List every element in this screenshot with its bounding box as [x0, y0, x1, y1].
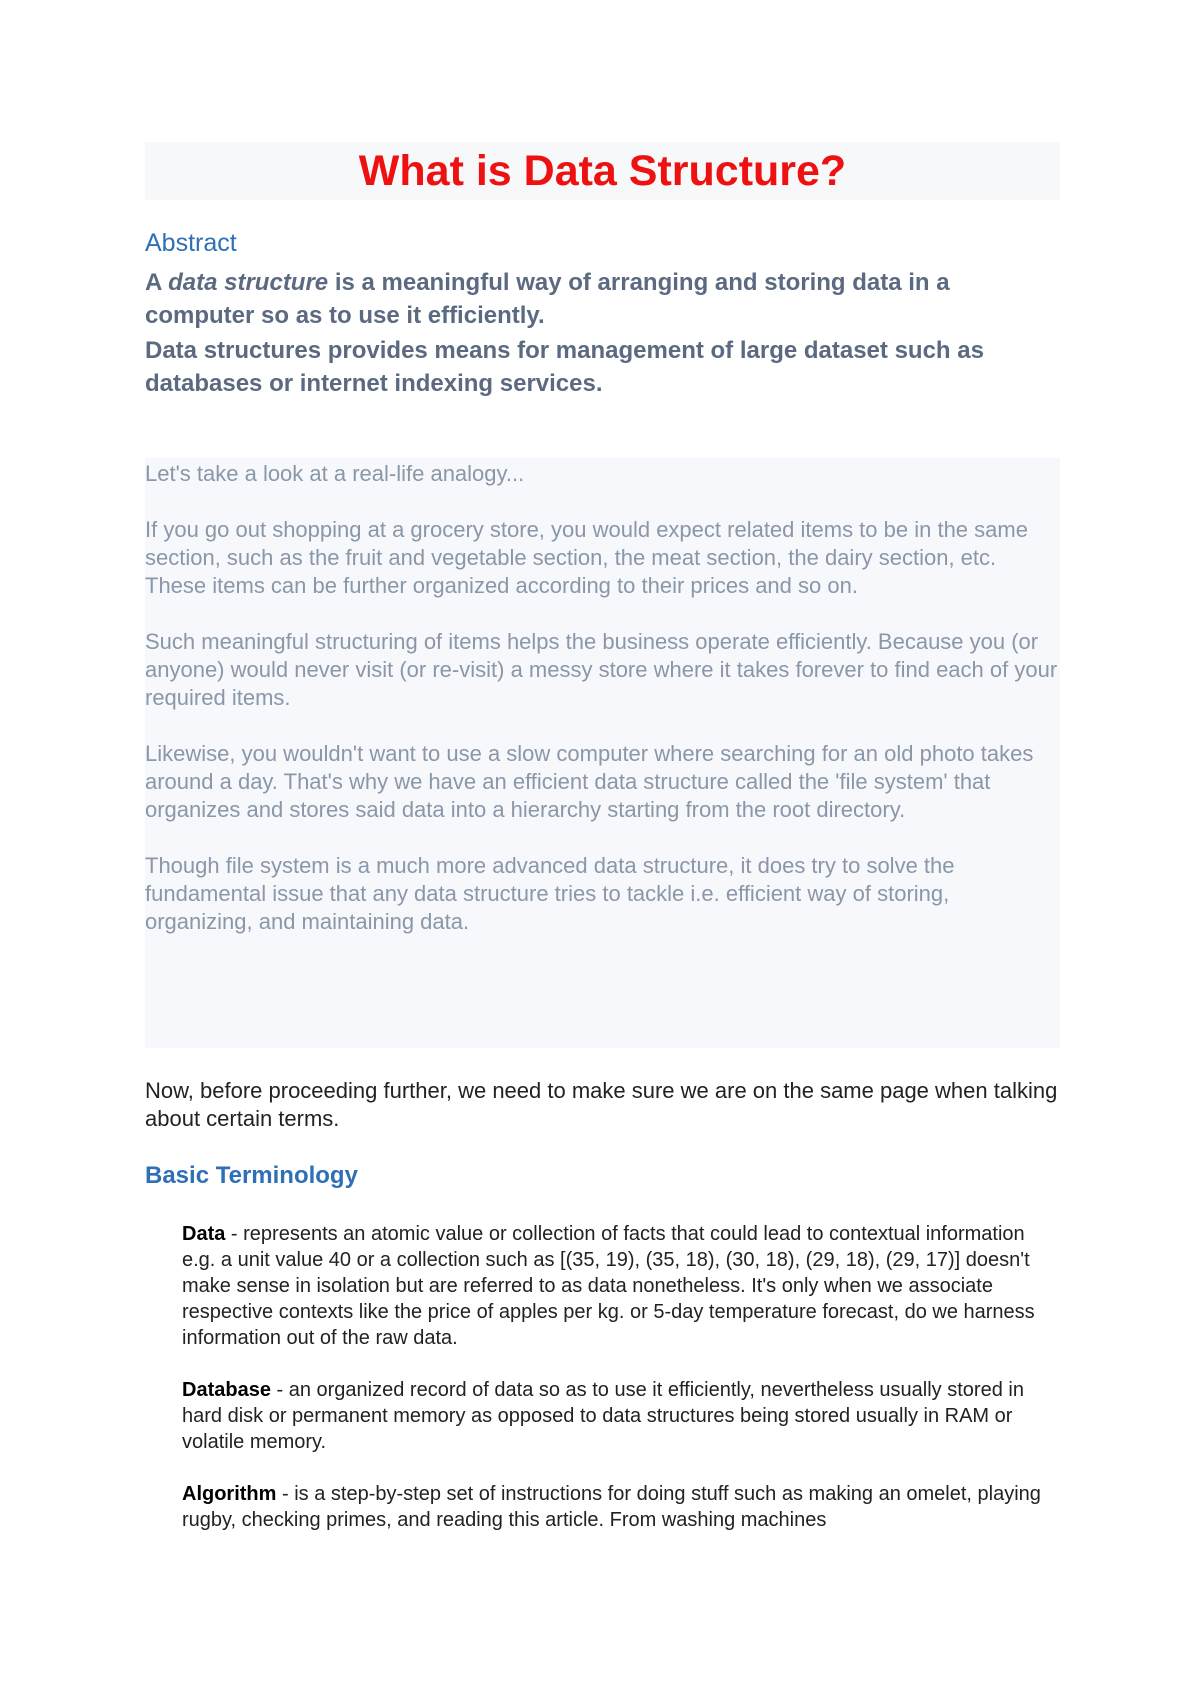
abstract-p1-suffix: is a meaningful way of arranging and storing data in a computer so as to use it efficiently. — [145, 269, 950, 329]
term-definition: - an organized record of data so as to use it efficiently, nevertheless usually stored in hard disk or permanent memory as opposed to data structures being stored usually in RAM or volatile memory. — [182, 1379, 1024, 1453]
page-title: What is Data Structure? — [358, 147, 847, 195]
abstract-paragraph-1 — [145, 266, 1060, 332]
abstract-paragraph-2: Data structures provides means for management of large dataset such as databases or internet indexing services. — [145, 337, 984, 397]
analogy-paragraph: Likewise, you wouldn't want to use a slow computer where searching for an old photo takes around a day. That's why we have an efficient data structure called the 'file system' that organizes and stores said data into a hierarchy starting from the root directory. — [145, 741, 1034, 822]
term-item-database — [182, 1377, 1062, 1455]
term-name: Algorithm — [182, 1483, 277, 1505]
abstract-body — [145, 266, 1060, 402]
analogy-paragraph: Such meaningful structuring of items helps the business operate efficiently. Because you (or anyone) would never visit (or re-visit) a messy store where it takes forever to find each of your required items. — [145, 629, 1058, 710]
term-item-algorithm — [182, 1481, 1062, 1533]
analogy-paragraph: Though file system is a much more advanced data structure, it does try to solve the fundamental issue that any data structure tries to tackle i.e. efficient way of storing, organizing, and maintaining data. — [145, 853, 955, 934]
analogy-paragraph: If you go out shopping at a grocery store, you would expect related items to be in the same section, such as the fruit and vegetable section, the meat section, the dairy section, etc. These items can be further organized according to their prices and so on. — [145, 517, 1028, 598]
term-definition: - represents an atomic value or collection of facts that could lead to contextual information e.g. a unit value 40 or a collection such as [(35, 19), (35, 18), (30, 18), (29, 18), (29, 17)] doesn't make sense in isolation but are referred to as data nonetheless. It's only when we associate respective contexts like the price of apples per kg. or 5-day temperature forecast, do we harness information out of the raw data. — [182, 1223, 1035, 1349]
analogy-section — [145, 460, 1060, 964]
title-band — [145, 142, 1060, 200]
abstract-p1-emphasis: data structure — [168, 269, 329, 296]
terminology-heading: Basic Terminology — [145, 1162, 358, 1189]
term-definition: - is a step-by-step set of instructions for doing stuff such as making an omelet, playing rugby, checking primes, and reading this article. From washing machines — [182, 1483, 1041, 1531]
transition-note — [145, 1077, 1060, 1133]
terminology-list — [182, 1221, 1062, 1559]
term-name: Data — [182, 1223, 226, 1245]
term-name: Database — [182, 1379, 271, 1401]
note-paragraph: Now, before proceeding further, we need to make sure we are on the same page when talking about certain terms. — [145, 1078, 1058, 1131]
abstract-p1-prefix: A — [145, 269, 169, 296]
term-item-data — [182, 1221, 1062, 1351]
analogy-paragraph: Let's take a look at a real-life analogy... — [145, 461, 525, 486]
abstract-heading: Abstract — [145, 229, 237, 257]
